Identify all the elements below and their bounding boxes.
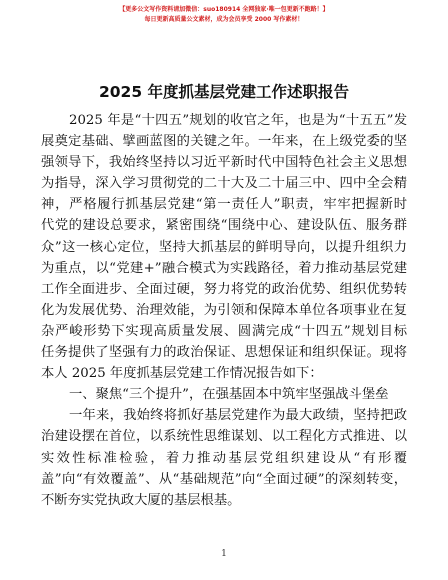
body-line: 代党的建设总要求，紧密围绕“围绕中心、建设队伍、服务群: [41, 218, 407, 234]
body-line: 为重点，以“党建+”融合模式为实践路径，着力推动基层党建: [41, 260, 407, 276]
body-line: 本人 2025 年度抓基层党建工作情况报告如下：: [41, 366, 323, 382]
body-line: 不断夯实党执政大厦的基层根基。: [41, 492, 241, 508]
section-heading: 一、聚焦“三个提升”，在强基固本中筑牢坚强战斗堡垒: [69, 387, 389, 403]
body-line: 强领导下，我始终坚持以习近平新时代中国特色社会主义思想: [41, 155, 407, 171]
body-line: 杂严峻形势下实现高质量发展、圆满完成“十四五”规划目标: [41, 323, 407, 339]
body-line: 化为发展优势、治理效能，为引领和保障本单位各项事业在复: [41, 302, 407, 318]
body-line: 神，严格履行抓基层党建“第一责任人”职责，牢牢把握新时: [41, 197, 407, 213]
body-line: 实效性标准检验，着力推动基层党组织建设从“有形覆: [41, 450, 407, 466]
body-line: 治建设摆在首位，以系统性思维谋划、以工程化方式推进、以: [41, 429, 407, 445]
promo-banner-line-2: 每日更新高质量公文素材，成为会员享受 2000 写作素材！: [144, 16, 304, 23]
document-title: 2025 年度抓基层党建工作述职报告: [98, 83, 350, 101]
body-line: 为指导，深入学习贯彻党的二十大及二十届三中、四中全会精: [41, 176, 407, 192]
body-line: 工作全面进步、全面过硬，努力将党的政治优势、组织优势转: [41, 281, 407, 297]
body-line: 2025 年是“十四五”规划的收官之年，也是为“十五五”发: [69, 113, 407, 128]
page-number: 1: [221, 549, 227, 559]
body-line: 盖”向“有效覆盖”、从“基础规范”向“全面过硬”的深刻转变，: [41, 471, 407, 487]
promo-banner-line-1: 【更多公文写作资料请加微信：suo180914 全网独家·唯一包更新不跑路！】: [119, 6, 329, 13]
body-line: 众”这一核心定位，坚持大抓基层的鲜明导向，以提升组织力: [41, 239, 407, 255]
document-body: [41, 110, 407, 511]
body-line: 展奠定基础、擘画蓝图的关键之年。一年来，在上级党委的坚: [41, 134, 407, 150]
body-line: 一年来，我始终将抓好基层党建作为最大政绩，坚持把政: [69, 408, 407, 424]
body-line: 任务提供了坚强有力的政治保证、思想保证和组织保证。现将: [41, 345, 407, 361]
